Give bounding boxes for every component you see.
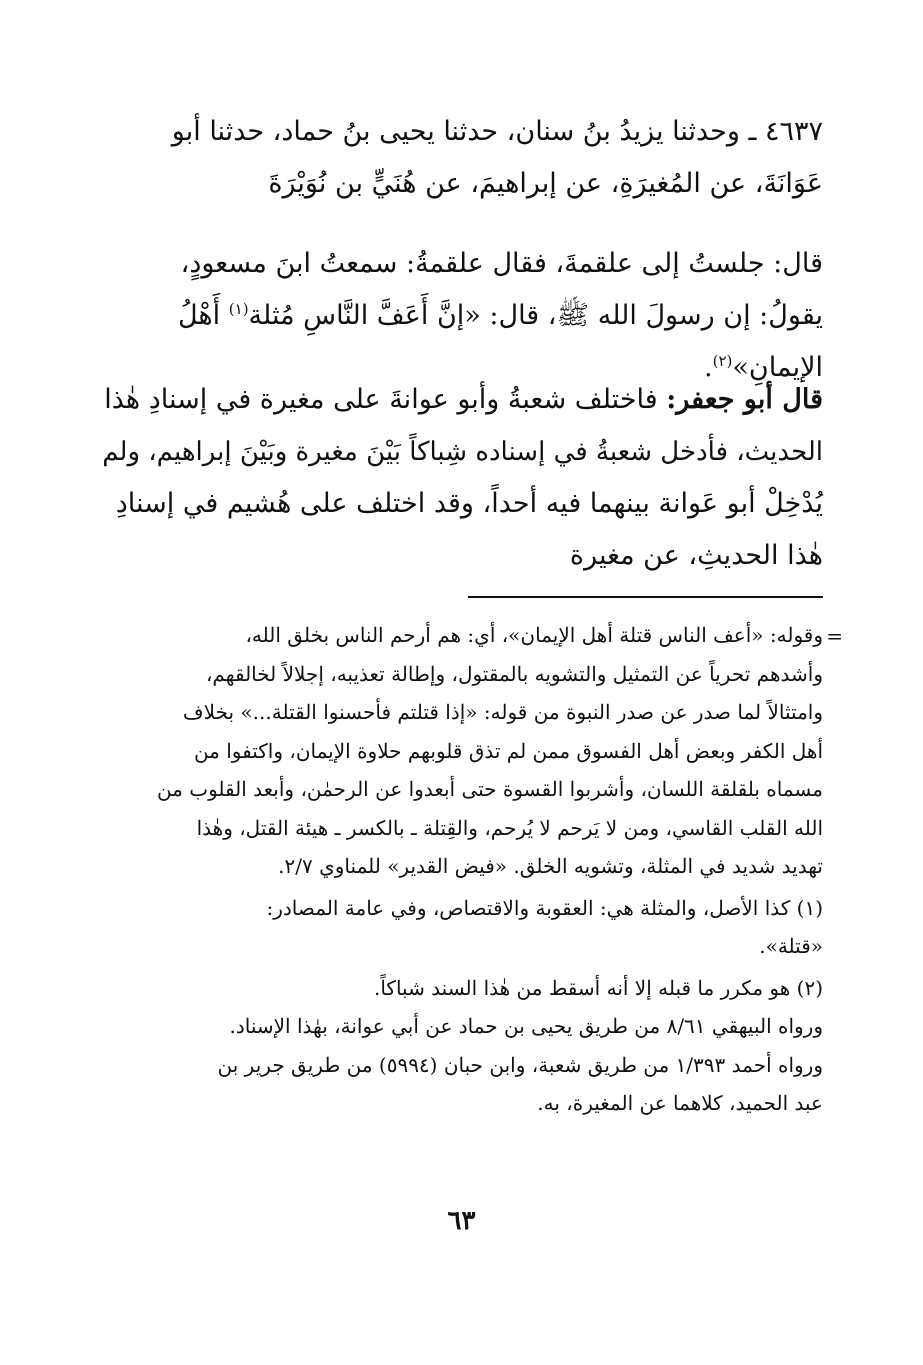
footnote-2-line: ورواه البيهقي ٨/٦١ من طريق يحيى بن حماد عن أبي عوانة، بهٰذا الإسناد. bbox=[229, 1014, 823, 1038]
footnote-continuation-mark: = bbox=[826, 624, 843, 648]
hadith-line: عَوَانَةَ، عن المُغيرَةِ، عن إبراهيمَ، عن هُنَيٍّ بن نُوَيْرَةَ bbox=[268, 168, 823, 199]
footnote-line: الله القلب القاسي، ومن لا يَرحم لا يُرحم، والقِتلة ـ بالكسر ـ هيئة القتل، وهٰذا bbox=[196, 815, 823, 840]
commentary-line: هٰذا الحديثِ، عن مغيرة bbox=[569, 540, 823, 571]
commentary-speaker: قال أبو جعفر: bbox=[666, 384, 823, 415]
footnote-1-line: «قتلة». bbox=[759, 934, 823, 958]
footnote-2-line: (٢) هو مكرر ما قبله إلا أنه أسقط من هٰذا السند شباكاً. bbox=[373, 975, 823, 1000]
footnote-ref: (٢) bbox=[712, 352, 733, 370]
hadith-text-line bbox=[101, 290, 823, 342]
commentary-paragraph bbox=[101, 374, 823, 582]
footnote-ref: (١) bbox=[228, 300, 249, 318]
hadith-number-line: ٤٦٣٧ ـ وحدثنا يزيدُ بنُ سنان، حدثنا يحيى بنُ حماد، حدثنا أبو bbox=[171, 116, 823, 147]
hadith-paragraph bbox=[101, 106, 823, 210]
footnote-2-line: ورواه أحمد ١/٣٩٣ من طريق شعبة، وابن حبان (٥٩٩٤) من طريق جرير بن bbox=[217, 1052, 823, 1077]
footnotes-section bbox=[101, 616, 823, 1123]
footnote-divider bbox=[468, 596, 823, 598]
commentary-segment: فاختلف شعبةُ وأبو عوانةَ على مغيرة في إسنادِ هٰذا bbox=[104, 384, 667, 415]
commentary-line bbox=[101, 374, 823, 426]
footnote-line: وامتثالاً لما صدر عن صدر النبوة من قوله: «إذا قتلتم فأحسنوا القتلة...» بخلاف bbox=[182, 700, 823, 724]
page-number: ٦٣ bbox=[447, 1206, 476, 1236]
footnote-line: مسماه بلقلقة اللسان، وأشربوا القسوة حتى أبعدوا عن الرحمٰن، وأبعد القلوب من bbox=[156, 777, 823, 801]
footnote-line: وأشدهم تحرياً عن التمثيل والتشويه بالمقتول، وإطالة تعذيبه، إجلالاً لخالقهم، bbox=[205, 661, 823, 686]
hadith-text-line: قال: جلستُ إلى علقمةَ، فقال علقمةُ: سمعتُ ابنَ مسعودٍ، bbox=[180, 248, 823, 279]
hadith-text-segment: . bbox=[704, 352, 713, 383]
commentary-line: الحديث، فأدخل شعبةُ في إسناده شِباكاً بَيْنَ مغيرة وبَيْنَ إبراهيم، ولم bbox=[102, 437, 823, 467]
hadith-text-segment: يقولُ: إن رسولَ الله ﷺ، قال: «إنَّ أَعَفَّ النَّاسِ مُثلة bbox=[248, 300, 823, 331]
commentary-line: يُدْخِلْ أبو عَوانة بينهما فيه أحداً، وقد اختلف على هُشيم في إسنادِ bbox=[115, 488, 823, 519]
footnote-1-line: (١) كذا الأصل، والمثلة هي: العقوبة والاقتصاص، وفي عامة المصادر: bbox=[266, 895, 823, 920]
footnote-2-line: عبد الحميد، كلاهما عن المغيرة، به. bbox=[537, 1091, 823, 1115]
footnote-line: تهديد شديد في المثلة، وتشويه الخلق. «فيض القدير» للمناوي ٢/٧. bbox=[278, 854, 823, 878]
hadith-text-paragraph bbox=[101, 238, 823, 394]
footnote-line: أهل الكفر وبعض أهل الفسوق ممن لم تذق قلوبهم حلاوة الإيمان، واكتفوا من bbox=[193, 738, 823, 763]
hadith-text-segment: الإيمانِ» bbox=[732, 352, 823, 383]
footnote-line: وقوله: «أعف الناس قتلة أهل الإيمان»، أي: هم أرحم الناس بخلق الله، bbox=[245, 623, 823, 647]
hadith-text-segment: أَهْلُ bbox=[177, 300, 229, 331]
